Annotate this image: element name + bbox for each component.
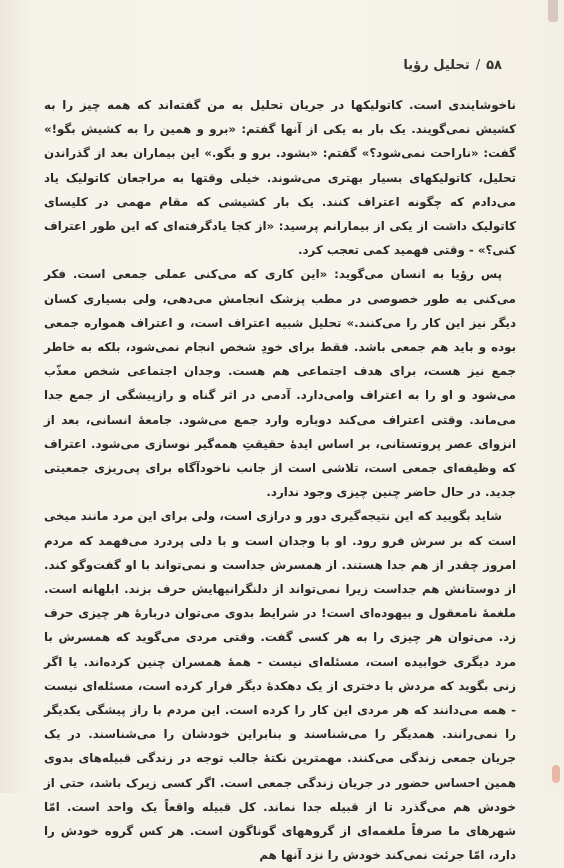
page-edge-mark bbox=[548, 0, 558, 22]
paragraph-2: پس رؤیا به انسان می‌گوید: «این کاری که می‌کنی عملی جمعی است. فکر می‌کنی به طور خصوصی در مطب پزشک انجامش می‌دهی، ولی بسیاری کسان دیگر نیز این کار را می‌کنند.» تحلیل شبیه اعتراف است، و اعتراف همواره جمعی بوده و باید هم جمعی باشد. فقط برای خودِ شخص انجام نمی‌شود، بلکه به خاطر جمع نیز هست، برای هدف اجتماعی هم هست. وجدان اجتماعی شخص معذّب می‌شود و او را به اعتراف وامی‌دارد. آدمی در اثر گناه و رازپیشگی از جمع جدا می‌ماند. وقتی اعتراف می‌کند دوباره وارد جمع می‌شود. جامعهٔ انسانی، بعد از انزوای عصر پروتستانی، بر اساس ایدهٔ حقیقتِ همه‌گیر نوسازی می‌شود. اعتراف که وظیفه‌ای جمعی است، تلاشی است از جانب ناخودآگاه برای پی‌ریزی جمعیتی جدید. در حال حاضر چنین چیزی وجود ندارد. bbox=[44, 267, 516, 500]
paragraph-1: ناخوشایندی است. کاتولیکها در جریان تحلیل به من گفته‌اند که همه چیز را به کشیش نمی‌گویند. یک بار به یکی از آنها گفتم: «برو و همین را به کشیش بگو!» گفت: «ناراحت نمی‌شود؟» گفتم: «بشود. برو و بگو.» این بیماران بعد از گذراندن تحلیل، کاتولیکهای بسیار بهتری می‌شوند. خیلی وقتها به مراجعان کاتولیک یاد می‌دادم که چگونه اعتراف کنند. یک بار کشیشی که مقام مهمی در کلیسای کاتولیک داشت از یکی از بیمارانم پرسید: «از کجا یادگرفته‌ای که این طور اعتراف کنی؟» - وقتی فهمید کمی تعجب کرد. bbox=[44, 98, 516, 258]
page-number: ۵۸ bbox=[486, 58, 502, 73]
running-header bbox=[403, 58, 502, 73]
chapter-title: تحلیل رؤیا bbox=[403, 58, 470, 73]
page-corner-stain bbox=[552, 765, 560, 783]
header-separator: / bbox=[475, 58, 481, 73]
page-body bbox=[44, 93, 516, 868]
paragraph-3: شاید بگویید که این نتیجه‌گیری دور و درازی است، ولی برای این مرد مانند میخی است که بر سرش فرو رود. او با وجدان است و با دلی پردرد می‌فهمد که مردم امروز چقدر از هم جدا هستند. از همسرش جداست و نمی‌تواند با او گفت‌وگو کند. از دوستانش هم جداست زیرا نمی‌تواند از دلنگرانیهایش حرف بزند. ابلهانه است. ملغمهٔ نامعقول و بیهوده‌ای است! در شرایط بدوی می‌توان دربارهٔ هر چیزی حرف زد. می‌توان هر چیزی را به هر کسی گفت. وقتی مردی می‌گوید که همسرش با مرد دیگری خوابیده است، مسئله‌ای نیست - همهٔ همسران چنین کرده‌اند. یا اگر زنی بگوید که مردش با دختری از یک دهکدهٔ دیگر فرار کرده است، مسئله‌ای نیست - همه می‌دانند که هر مردی این کار را کرده است. این مردم با راز پیشگی یکدیگر را نمی‌رانند. همدیگر را می‌شناسند و بنابراین خودشان را می‌شناسند. در یک جریان جمعی زندگی می‌کنند. مهمترین نکتهٔ جالب توجه در زندگی قبیله‌های بدوی همین احساس حضور در جریان زندگی جمعی است. اگر کسی زیرک باشد، حتی از خودش هم می‌گذرد تا از قبیله جدا نماند. کل قبیله واقعاً یک واحد است. امّا شهرهای ما صرفاً ملغمه‌ای از گروههای گوناگون است. هر کس گروه خودش را دارد، امّا جرئت نمی‌کند خودش را نزد آنها هم bbox=[44, 509, 516, 863]
